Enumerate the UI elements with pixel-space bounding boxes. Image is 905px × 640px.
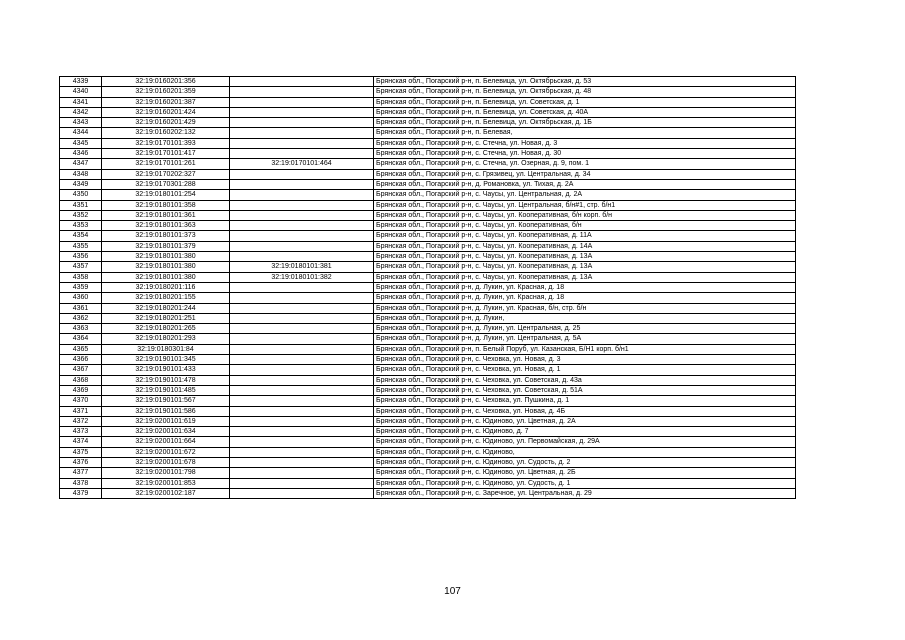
table-row [60,406,796,416]
row-number-cell: 4361 [60,303,102,313]
table-row [60,282,796,292]
table-row [60,97,796,107]
cadastral-number-cell: 32:19:0180101:380 [102,252,230,262]
address-cell: Брянская обл., Погарский р-н, п. Белевица, ул. Октябрьская, д. 53 [374,77,796,87]
cadastral-number-cell: 32:19:0180101:373 [102,231,230,241]
linked-cadastral-number-cell [230,437,374,447]
cadastral-number-cell: 32:19:0160201:359 [102,87,230,97]
linked-cadastral-number-cell [230,468,374,478]
row-number-cell: 4372 [60,416,102,426]
linked-cadastral-number-cell [230,138,374,148]
cadastral-number-cell: 32:19:0180301:84 [102,344,230,354]
cadastral-number-cell: 32:19:0160201:356 [102,77,230,87]
row-number-cell: 4353 [60,221,102,231]
address-cell: Брянская обл., Погарский р-н, с. Чаусы, ул. Кооперативная, д. 13А [374,262,796,272]
cadastral-number-cell: 32:19:0180101:358 [102,200,230,210]
address-cell: Брянская обл., Погарский р-н, с. Чаусы, ул. Кооперативная, д. 13А [374,272,796,282]
linked-cadastral-number-cell [230,200,374,210]
cadastral-number-cell: 32:19:0200101:672 [102,447,230,457]
cadastral-number-cell: 32:19:0190101:567 [102,396,230,406]
row-number-cell: 4362 [60,313,102,323]
table-row [60,447,796,457]
table-row [60,457,796,467]
cadastral-number-cell: 32:19:0190101:433 [102,365,230,375]
table-row [60,385,796,395]
address-cell: Брянская обл., Погарский р-н, с. Чаусы, ул. Кооперативная, д. 11А [374,231,796,241]
address-cell: Брянская обл., Погарский р-н, д. Лукин, [374,313,796,323]
row-number-cell: 4355 [60,241,102,251]
cadastral-number-cell: 32:19:0170101:393 [102,138,230,148]
table-row [60,221,796,231]
cadastral-number-cell: 32:19:0200101:678 [102,457,230,467]
cadastral-number-cell: 32:19:0190101:478 [102,375,230,385]
address-cell: Брянская обл., Погарский р-н, с. Стечна, ул. Новая, д. 30 [374,149,796,159]
address-cell: Брянская обл., Погарский р-н, п. Белый Поруб, ул. Казанская, Б/Н1 корп. б/н1 [374,344,796,354]
row-number-cell: 4343 [60,118,102,128]
linked-cadastral-number-cell [230,77,374,87]
table-row [60,488,796,498]
address-cell: Брянская обл., Погарский р-н, с. Чаусы, ул. Кооперативная, д. 14А [374,241,796,251]
table-row [60,252,796,262]
table-row [60,272,796,282]
cadastral-number-cell: 32:19:0160202:132 [102,128,230,138]
table-row [60,334,796,344]
table-row [60,87,796,97]
table-row [60,293,796,303]
cadastral-number-cell: 32:19:0180101:380 [102,262,230,272]
row-number-cell: 4375 [60,447,102,457]
table-row [60,128,796,138]
table-row [60,375,796,385]
linked-cadastral-number-cell [230,87,374,97]
row-number-cell: 4367 [60,365,102,375]
table-row [60,324,796,334]
cadastral-number-cell: 32:19:0180201:155 [102,293,230,303]
address-cell: Брянская обл., Погарский р-н, с. Чеховка, ул. Советская, д. 43а [374,375,796,385]
table-row [60,190,796,200]
linked-cadastral-number-cell: 32:19:0180101:381 [230,262,374,272]
address-cell: Брянская обл., Погарский р-н, с. Чеховка, ул. Новая, д. 4Б [374,406,796,416]
row-number-cell: 4370 [60,396,102,406]
address-cell: Брянская обл., Погарский р-н, п. Белевица, ул. Октябрьская, д. 1Б [374,118,796,128]
row-number-cell: 4368 [60,375,102,385]
cadastral-number-cell: 32:19:0180201:116 [102,282,230,292]
linked-cadastral-number-cell [230,118,374,128]
linked-cadastral-number-cell: 32:19:0180101:382 [230,272,374,282]
cadastral-number-cell: 32:19:0180201:265 [102,324,230,334]
cadastral-number-cell: 32:19:0180201:251 [102,313,230,323]
address-cell: Брянская обл., Погарский р-н, с. Чаусы, ул. Центральная, д. 2А [374,190,796,200]
address-cell: Брянская обл., Погарский р-н, с. Стечна, ул. Озерная, д. 9, пом. 1 [374,159,796,169]
linked-cadastral-number-cell [230,210,374,220]
linked-cadastral-number-cell [230,324,374,334]
table-row [60,303,796,313]
table-row [60,427,796,437]
address-cell: Брянская обл., Погарский р-н, д. Романовка, ул. Тихая, д. 2А [374,179,796,189]
linked-cadastral-number-cell [230,385,374,395]
linked-cadastral-number-cell [230,252,374,262]
cadastral-number-cell: 32:19:0200102:187 [102,488,230,498]
table-row [60,313,796,323]
row-number-cell: 4357 [60,262,102,272]
cadastral-number-cell: 32:19:0200101:619 [102,416,230,426]
table-row [60,149,796,159]
address-cell: Брянская обл., Погарский р-н, с. Юдиново, д. 7 [374,427,796,437]
address-cell: Брянская обл., Погарский р-н, с. Чеховка, ул. Советская, д. 51А [374,385,796,395]
linked-cadastral-number-cell [230,457,374,467]
linked-cadastral-number-cell [230,107,374,117]
linked-cadastral-number-cell [230,406,374,416]
row-number-cell: 4377 [60,468,102,478]
cadastral-number-cell: 32:19:0180201:244 [102,303,230,313]
table-row [60,179,796,189]
linked-cadastral-number-cell: 32:19:0170101:464 [230,159,374,169]
row-number-cell: 4379 [60,488,102,498]
table-row [60,468,796,478]
row-number-cell: 4347 [60,159,102,169]
address-cell: Брянская обл., Погарский р-н, д. Лукин, ул. Центральная, д. 25 [374,324,796,334]
row-number-cell: 4352 [60,210,102,220]
address-cell: Брянская обл., Погарский р-н, с. Юдиново, ул. Судость, д. 2 [374,457,796,467]
table-row [60,138,796,148]
address-cell: Брянская обл., Погарский р-н, с. Юдиново, ул. Первомайская, д. 29А [374,437,796,447]
linked-cadastral-number-cell [230,169,374,179]
table-row [60,118,796,128]
row-number-cell: 4340 [60,87,102,97]
address-cell: Брянская обл., Погарский р-н, п. Белевица, ул. Советская, д. 1 [374,97,796,107]
address-cell: Брянская обл., Погарский р-н, д. Лукин, ул. Красная, д. 18 [374,282,796,292]
linked-cadastral-number-cell [230,179,374,189]
cadastral-number-cell: 32:19:0160201:429 [102,118,230,128]
row-number-cell: 4356 [60,252,102,262]
table-row [60,210,796,220]
row-number-cell: 4354 [60,231,102,241]
cadastral-number-cell: 32:19:0190101:485 [102,385,230,395]
cadastral-number-cell: 32:19:0200101:634 [102,427,230,437]
address-cell: Брянская обл., Погарский р-н, п. Белевая, [374,128,796,138]
property-register-table [59,76,796,499]
row-number-cell: 4359 [60,282,102,292]
address-cell: Брянская обл., Погарский р-н, д. Лукин, ул. Центральная, д. 5А [374,334,796,344]
row-number-cell: 4339 [60,77,102,87]
linked-cadastral-number-cell [230,355,374,365]
row-number-cell: 4349 [60,179,102,189]
table-row [60,365,796,375]
address-cell: Брянская обл., Погарский р-н, с. Заречное, ул. Центральная, д. 29 [374,488,796,498]
linked-cadastral-number-cell [230,344,374,354]
row-number-cell: 4371 [60,406,102,416]
cadastral-number-cell: 32:19:0170301:288 [102,179,230,189]
row-number-cell: 4346 [60,149,102,159]
address-cell: Брянская обл., Погарский р-н, с. Чеховка, ул. Новая, д. 3 [374,355,796,365]
table-row [60,355,796,365]
row-number-cell: 4360 [60,293,102,303]
table-row [60,396,796,406]
address-cell: Брянская обл., Погарский р-н, д. Лукин, ул. Красная, б/н, стр. б/н [374,303,796,313]
linked-cadastral-number-cell [230,313,374,323]
cadastral-number-cell: 32:19:0160201:424 [102,107,230,117]
row-number-cell: 4376 [60,457,102,467]
table-row [60,344,796,354]
row-number-cell: 4365 [60,344,102,354]
address-cell: Брянская обл., Погарский р-н, п. Белевица, ул. Советская, д. 40А [374,107,796,117]
linked-cadastral-number-cell [230,97,374,107]
row-number-cell: 4378 [60,478,102,488]
row-number-cell: 4374 [60,437,102,447]
cadastral-number-cell: 32:19:0180101:379 [102,241,230,251]
cadastral-number-cell: 32:19:0160201:387 [102,97,230,107]
linked-cadastral-number-cell [230,365,374,375]
cadastral-number-cell: 32:19:0180101:363 [102,221,230,231]
table-row [60,159,796,169]
cadastral-number-cell: 32:19:0180201:293 [102,334,230,344]
row-number-cell: 4358 [60,272,102,282]
row-number-cell: 4350 [60,190,102,200]
row-number-cell: 4364 [60,334,102,344]
row-number-cell: 4348 [60,169,102,179]
row-number-cell: 4373 [60,427,102,437]
address-cell: Брянская обл., Погарский р-н, с. Чаусы, ул. Кооперативная, б/н [374,221,796,231]
address-cell: Брянская обл., Погарский р-н, п. Белевица, ул. Октябрьская, д. 48 [374,87,796,97]
address-cell: Брянская обл., Погарский р-н, с. Юдиново, ул. Цветная, д. 2А [374,416,796,426]
linked-cadastral-number-cell [230,427,374,437]
linked-cadastral-number-cell [230,128,374,138]
table-row [60,107,796,117]
cadastral-number-cell: 32:19:0190101:586 [102,406,230,416]
address-cell: Брянская обл., Погарский р-н, с. Юдиново, [374,447,796,457]
address-cell: Брянская обл., Погарский р-н, с. Юдиново, ул. Судость, д. 1 [374,478,796,488]
linked-cadastral-number-cell [230,416,374,426]
address-cell: Брянская обл., Погарский р-н, с. Стечна, ул. Новая, д. 3 [374,138,796,148]
row-number-cell: 4351 [60,200,102,210]
table-row [60,262,796,272]
row-number-cell: 4369 [60,385,102,395]
address-cell: Брянская обл., Погарский р-н, с. Чаусы, ул. Кооперативная, б/н корп. б/н [374,210,796,220]
cadastral-number-cell: 32:19:0180101:380 [102,272,230,282]
row-number-cell: 4345 [60,138,102,148]
address-cell: Брянская обл., Погарский р-н, с. Чаусы, ул. Центральная, б/н#1, стр. б/н1 [374,200,796,210]
address-cell: Брянская обл., Погарский р-н, с. Чаусы, ул. Кооперативная, д. 13А [374,252,796,262]
cadastral-number-cell: 32:19:0180101:361 [102,210,230,220]
row-number-cell: 4341 [60,97,102,107]
address-cell: Брянская обл., Погарский р-н, с. Юдиново, ул. Цветная, д. 2Б [374,468,796,478]
table-row [60,231,796,241]
linked-cadastral-number-cell [230,447,374,457]
cadastral-number-cell: 32:19:0200101:853 [102,478,230,488]
table-row [60,241,796,251]
row-number-cell: 4366 [60,355,102,365]
linked-cadastral-number-cell [230,488,374,498]
linked-cadastral-number-cell [230,478,374,488]
cadastral-number-cell: 32:19:0170202:327 [102,169,230,179]
address-cell: Брянская обл., Погарский р-н, с. Грязивец, ул. Центральная, д. 34 [374,169,796,179]
cadastral-number-cell: 32:19:0200101:664 [102,437,230,447]
row-number-cell: 4344 [60,128,102,138]
linked-cadastral-number-cell [230,396,374,406]
linked-cadastral-number-cell [230,231,374,241]
table-body [60,77,796,499]
table-row [60,77,796,87]
linked-cadastral-number-cell [230,221,374,231]
address-cell: Брянская обл., Погарский р-н, с. Чеховка, ул. Пушкина, д. 1 [374,396,796,406]
cadastral-number-cell: 32:19:0190101:345 [102,355,230,365]
linked-cadastral-number-cell [230,303,374,313]
table-row [60,437,796,447]
table-row [60,169,796,179]
cadastral-number-cell: 32:19:0170101:261 [102,159,230,169]
table-row [60,478,796,488]
linked-cadastral-number-cell [230,375,374,385]
row-number-cell: 4363 [60,324,102,334]
linked-cadastral-number-cell [230,149,374,159]
linked-cadastral-number-cell [230,241,374,251]
cadastral-number-cell: 32:19:0180101:254 [102,190,230,200]
cadastral-number-cell: 32:19:0170101:417 [102,149,230,159]
linked-cadastral-number-cell [230,190,374,200]
table-row [60,416,796,426]
row-number-cell: 4342 [60,107,102,117]
linked-cadastral-number-cell [230,282,374,292]
address-cell: Брянская обл., Погарский р-н, д. Лукин, ул. Красная, д. 18 [374,293,796,303]
cadastral-number-cell: 32:19:0200101:798 [102,468,230,478]
linked-cadastral-number-cell [230,334,374,344]
page-number: 107 [444,586,461,597]
address-cell: Брянская обл., Погарский р-н, с. Чеховка, ул. Новая, д. 1 [374,365,796,375]
linked-cadastral-number-cell [230,293,374,303]
table-row [60,200,796,210]
